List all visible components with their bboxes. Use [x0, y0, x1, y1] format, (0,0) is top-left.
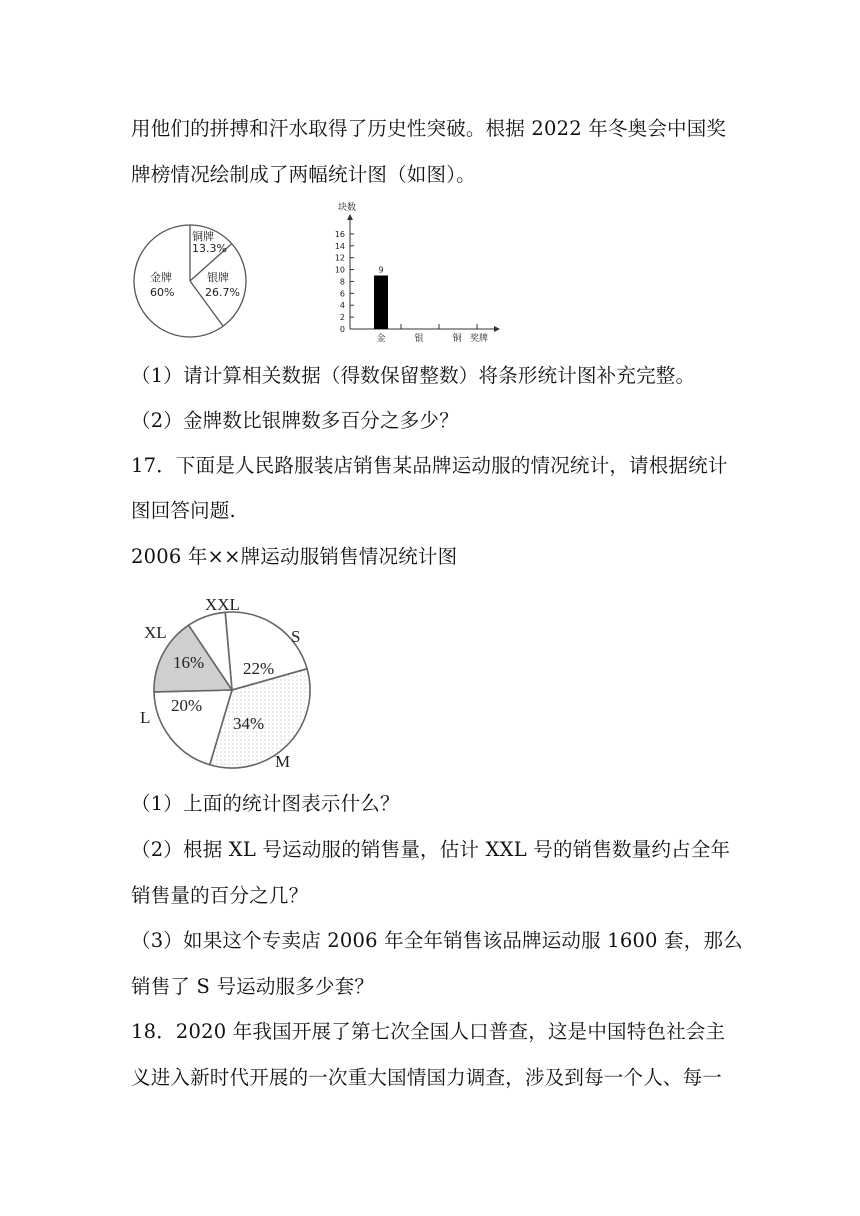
question-17-text-cont: 图回答问题.	[131, 499, 236, 522]
size-value-xl: 16%	[173, 653, 205, 672]
slice-value-gold: 60%	[150, 286, 175, 299]
y-axis-arrow	[347, 214, 353, 220]
size-label-xl: XL	[144, 623, 167, 642]
x-category-label: 铜	[452, 334, 462, 344]
bar-value-label: 9	[378, 265, 384, 275]
x-axis-label: 奖牌	[470, 334, 489, 344]
size-pie-chart	[140, 595, 340, 775]
y-tick-label: 14	[334, 241, 345, 251]
x-category-labels	[376, 324, 477, 344]
y-axis-label: 块数	[338, 203, 357, 213]
question-17-2: （2）根据 XL 号运动服的销售量，估计 XXL 号的销售数量约占全年	[131, 838, 731, 861]
y-tick-label: 10	[334, 265, 345, 275]
question-16-2: （2）金牌数比银牌数多百分之多少？	[131, 409, 459, 432]
y-tick-label: 16	[334, 229, 345, 239]
size-label-xxl: XXL	[205, 595, 240, 614]
chart-caption: 2006 年××牌运动服销售情况统计图	[131, 545, 458, 568]
y-ticks	[335, 230, 354, 334]
medal-bar-chart	[330, 198, 510, 348]
x-category-label: 金	[376, 334, 386, 344]
y-tick-label: 0	[339, 325, 345, 334]
paragraph-line: 用他们的拼搏和汗水取得了历史性突破。根据 2022 年冬奥会中国奖	[131, 117, 727, 140]
size-label-s: S	[291, 627, 301, 646]
y-tick-label: 6	[339, 289, 345, 299]
slice-value-silver: 26.7%	[205, 286, 240, 299]
slice-label-silver: 银牌	[207, 271, 229, 284]
y-tick-label: 4	[339, 301, 345, 311]
question-18-text: 18．2020 年我国开展了第七次全国人口普查，这是中国特色社会主	[131, 1020, 726, 1043]
y-tick-label: 12	[334, 253, 345, 263]
slice-label-bronze: 铜牌	[192, 230, 214, 243]
size-value-m: 34%	[233, 714, 265, 733]
question-18-text-cont: 义进入新时代开展的一次重大国情国力调查，涉及到每一个人、每一	[131, 1066, 723, 1089]
paragraph-line: 牌榜情况绘制成了两幅统计图（如图）。	[131, 163, 476, 186]
question-17-3-cont: 销售了 S 号运动服多少套？	[131, 975, 375, 998]
x-category-label: 银	[414, 334, 424, 344]
y-tick-label: 2	[339, 313, 345, 323]
question-16-1: （1）请计算相关数据（得数保留整数）将条形统计图补充完整。	[131, 364, 696, 387]
size-label-m: M	[275, 752, 291, 771]
bar	[374, 276, 388, 330]
question-17-1: （1）上面的统计图表示什么？	[131, 792, 400, 815]
x-axis-arrow	[494, 326, 500, 332]
size-label-l: L	[140, 708, 151, 727]
size-pie-slices	[154, 612, 310, 768]
slice-value-bronze: 13.3%	[192, 242, 227, 255]
question-17-2-cont: 销售量的百分之几？	[131, 884, 309, 907]
size-value-l: 20%	[171, 696, 203, 715]
medal-pie-chart	[133, 220, 263, 342]
bars	[374, 266, 388, 330]
question-17-3: （3）如果这个专卖店 2006 年全年销售该品牌运动服 1600 套，那么	[131, 929, 743, 952]
slice-label-gold: 金牌	[150, 271, 172, 284]
y-tick-label: 8	[339, 277, 345, 287]
size-value-s: 22%	[243, 659, 275, 678]
question-17-text: 17．下面是人民路服装店销售某品牌运动服的情况统计，请根据统计	[131, 454, 728, 477]
